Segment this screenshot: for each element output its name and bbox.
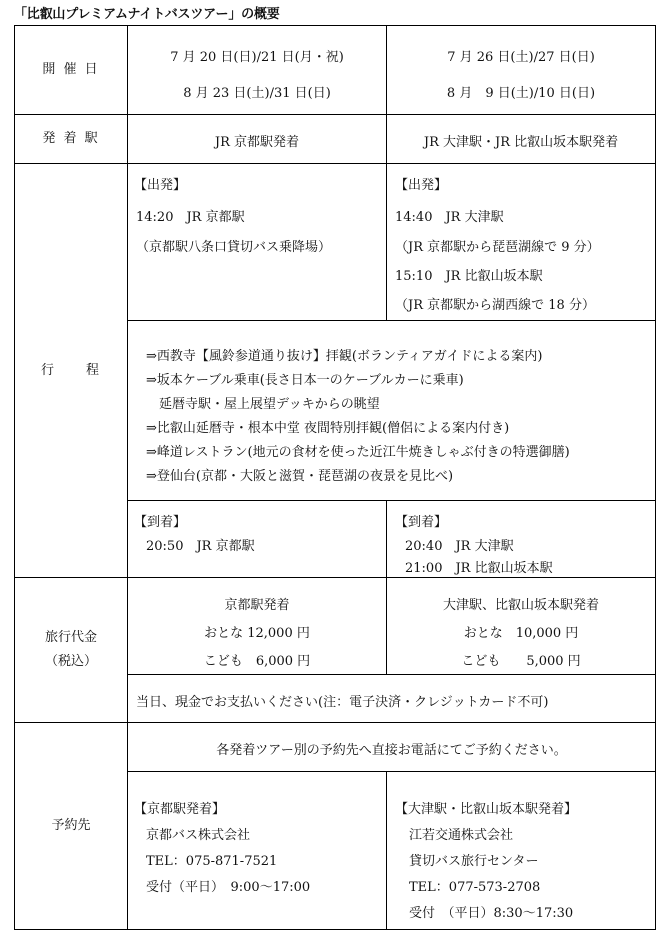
booking-right-department: 貸切バス旅行センター <box>409 854 539 869</box>
price-right-adult: おとな 10,000 円 <box>463 626 579 641</box>
dates-label: 開 催 日 <box>42 62 100 77</box>
arrive-left-heading: 【到着】 <box>134 515 187 530</box>
itinerary-stop-3: 延暦寺駅・屋上展望デッキからの眺望 <box>146 397 380 412</box>
itinerary-stop-1: ⇒西教寺【風鈴参道通り抜け】拝観(ボランティアガイドによる案内) <box>146 349 543 364</box>
price-left-adult: おとな 12,000 円 <box>204 626 310 641</box>
itinerary-label-cell <box>14 163 128 578</box>
booking-intro: 各発着ツアー別の予約先へ直接お電話にてご予約ください。 <box>216 743 567 758</box>
booking-label-cell <box>14 722 128 930</box>
depart-right-line-4: （JR 京都駅から湖西線で 18 分） <box>395 298 595 313</box>
depart-right-line-3: 15:10 JR 比叡山坂本駅 <box>395 269 543 284</box>
dates-left-cell <box>127 25 387 115</box>
page-title: 「比叡山プレミアムナイトバスツアー」の概要 <box>14 7 280 22</box>
depart-left-heading: 【出発】 <box>134 178 187 193</box>
booking-left-hours: 受付（平日） 9:00～17:00 <box>146 880 311 895</box>
booking-right-hours: 受付 （平日）8:30～17:30 <box>409 906 574 921</box>
itinerary-label: 行 程 <box>40 362 101 378</box>
arrive-right-line-1: 20:40 JR 大津駅 <box>405 539 514 554</box>
arrive-left-line-1: 20:50 JR 京都駅 <box>146 539 255 554</box>
dates-label-cell <box>14 25 128 115</box>
booking-label: 予約先 <box>51 818 91 833</box>
booking-right-tel: TEL：077-573-2708 <box>409 880 541 895</box>
booking-right-cell <box>386 771 656 930</box>
booking-left-company: 京都バス株式会社 <box>146 828 251 843</box>
arrive-left-cell <box>127 500 387 578</box>
dates-right-line-2: 8 月 9 日(土)/10 日(日) <box>446 86 596 101</box>
station-right-text: JR 大津駅・JR 比叡山坂本駅発着 <box>423 135 619 150</box>
booking-left-heading: 【京都駅発着】 <box>134 802 226 817</box>
station-left-cell <box>127 114 387 164</box>
price-label-cell <box>14 577 128 723</box>
price-note-cell <box>127 674 656 723</box>
dates-right-cell <box>386 25 656 115</box>
depart-right-heading: 【出発】 <box>395 178 448 193</box>
arrive-right-cell <box>386 500 656 578</box>
depart-right-line-2: （JR 京都駅から琵琶湖線で 9 分） <box>395 240 600 255</box>
price-left-cell <box>127 577 387 675</box>
dates-left-line-1: 7 月 20 日(日)/21 日(月・祝) <box>170 50 344 65</box>
price-note: 当日、現金でお支払いください(注：電子決済・クレジットカード不可) <box>136 695 549 710</box>
booking-left-tel: TEL：075-871-7521 <box>146 854 278 869</box>
price-right-child: こども 5,000 円 <box>461 654 581 669</box>
station-right-cell <box>386 114 656 164</box>
station-label: 発 着 駅 <box>42 131 100 146</box>
price-right-cell <box>386 577 656 675</box>
itinerary-stop-6: ⇒登仙台(京都・大阪と滋賀・琵琶湖の夜景を見比べ) <box>146 469 454 484</box>
station-left-text: JR 京都駅発着 <box>214 135 300 150</box>
itinerary-stops-cell <box>127 320 656 501</box>
depart-left-line-2: （京都駅八条口貸切バス乗降場） <box>136 240 332 255</box>
arrive-right-heading: 【到着】 <box>395 515 448 530</box>
dates-right-line-1: 7 月 26 日(土)/27 日(日) <box>447 50 595 65</box>
booking-left-cell <box>127 771 387 930</box>
depart-right-line-1: 14:40 JR 大津駅 <box>395 210 504 225</box>
price-label-line-1: 旅行代金 <box>44 630 97 645</box>
itinerary-stop-2: ⇒坂本ケーブル乗車(長さ日本一のケーブルカーに乗車) <box>146 373 464 388</box>
price-left-heading: 京都駅発着 <box>224 598 290 613</box>
price-left-child: こども 6,000 円 <box>203 654 311 669</box>
depart-right-cell <box>386 163 656 321</box>
booking-right-heading: 【大津駅・比叡山坂本駅発着】 <box>395 802 578 817</box>
price-label-line-2: （税込） <box>44 654 97 669</box>
station-label-cell <box>14 114 128 164</box>
booking-intro-cell <box>127 722 656 772</box>
dates-left-line-2: 8 月 23 日(土)/31 日(日) <box>183 86 331 101</box>
arrive-right-line-2: 21:00 JR 比叡山坂本駅 <box>405 561 553 576</box>
price-right-heading: 大津駅、比叡山坂本駅発着 <box>442 598 599 613</box>
depart-left-cell <box>127 163 387 321</box>
itinerary-stop-5: ⇒峰道レストラン(地元の食材を使った近江牛焼きしゃぶ付きの特選御膳) <box>146 445 570 460</box>
booking-right-company: 江若交通株式会社 <box>409 828 514 843</box>
depart-left-line-1: 14:20 JR 京都駅 <box>136 210 245 225</box>
itinerary-stop-4: ⇒比叡山延暦寺・根本中堂 夜間特別拝観(僧侶による案内付き) <box>146 421 510 436</box>
